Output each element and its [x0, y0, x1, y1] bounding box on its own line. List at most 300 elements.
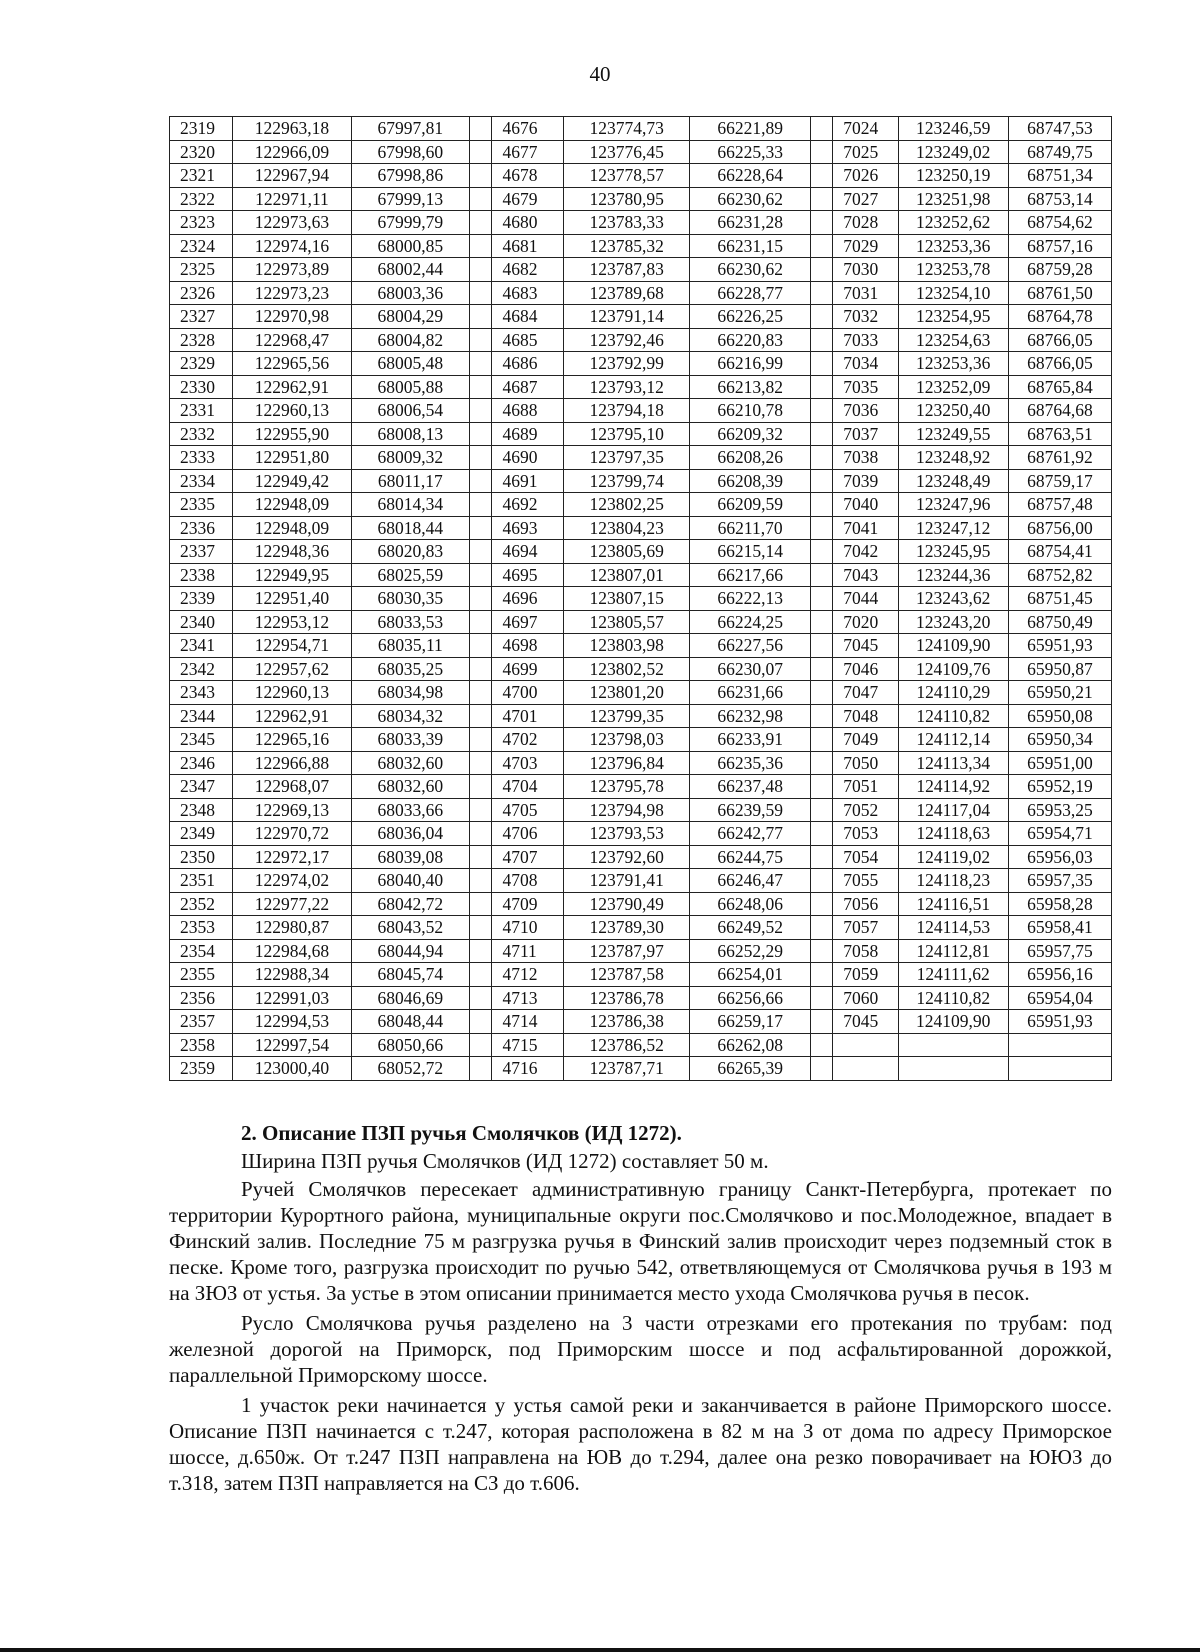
table-cell: 4685 — [492, 328, 563, 352]
table-row — [170, 234, 1112, 258]
table-cell: 123786,78 — [563, 986, 690, 1010]
table-cell: 7041 — [833, 516, 898, 540]
table-cell: 68032,60 — [351, 775, 469, 799]
table-cell: 66217,66 — [690, 563, 810, 587]
table-row — [170, 1010, 1112, 1034]
table-cell: 4697 — [492, 610, 563, 634]
spacer-cell — [470, 963, 492, 987]
table-cell: 2359 — [170, 1057, 233, 1081]
section-text — [169, 1120, 1112, 1500]
spacer-cell — [470, 1010, 492, 1034]
spacer-cell — [810, 1033, 832, 1057]
table-cell: 2323 — [170, 211, 233, 235]
spacer-cell — [470, 869, 492, 893]
spacer-cell — [810, 352, 832, 376]
spacer-cell — [810, 610, 832, 634]
table-cell: 122966,88 — [233, 751, 351, 775]
table-row — [170, 328, 1112, 352]
table-cell: 68752,82 — [1008, 563, 1111, 587]
table-cell: 2322 — [170, 187, 233, 211]
table-cell: 123787,58 — [563, 963, 690, 987]
table-cell: 68008,13 — [351, 422, 469, 446]
table-cell: 65950,87 — [1008, 657, 1111, 681]
table-cell: 122994,53 — [233, 1010, 351, 1034]
spacer-cell — [470, 845, 492, 869]
table-cell: 66230,62 — [690, 258, 810, 282]
table-cell: 123790,49 — [563, 892, 690, 916]
table-cell: 122951,80 — [233, 446, 351, 470]
table-cell: 123794,18 — [563, 399, 690, 423]
table-cell: 123798,03 — [563, 728, 690, 752]
spacer-cell — [810, 234, 832, 258]
table-cell: 2350 — [170, 845, 233, 869]
table-cell: 68002,44 — [351, 258, 469, 282]
table-cell: 68035,11 — [351, 634, 469, 658]
table-cell: 122970,72 — [233, 822, 351, 846]
table-row — [170, 1033, 1112, 1057]
table-cell: 66216,99 — [690, 352, 810, 376]
table-cell: 65950,21 — [1008, 681, 1111, 705]
table-cell: 68004,29 — [351, 305, 469, 329]
table-cell: 4684 — [492, 305, 563, 329]
table-cell: 123799,74 — [563, 469, 690, 493]
table-row — [170, 493, 1112, 517]
table-cell: 7029 — [833, 234, 898, 258]
table-cell: 4678 — [492, 164, 563, 188]
table-cell: 122954,71 — [233, 634, 351, 658]
table-cell: 65951,00 — [1008, 751, 1111, 775]
table-cell: 66209,32 — [690, 422, 810, 446]
spacer-cell — [810, 939, 832, 963]
table-cell: 7045 — [833, 634, 898, 658]
table-cell: 7032 — [833, 305, 898, 329]
spacer-cell — [810, 164, 832, 188]
spacer-cell — [810, 775, 832, 799]
table-cell: 7051 — [833, 775, 898, 799]
table-cell: 68025,59 — [351, 563, 469, 587]
table-cell: 4696 — [492, 587, 563, 611]
table-cell: 66265,39 — [690, 1057, 810, 1081]
spacer-cell — [470, 657, 492, 681]
table-cell: 123787,71 — [563, 1057, 690, 1081]
table-cell: 7020 — [833, 610, 898, 634]
table-row — [170, 869, 1112, 893]
table-row — [170, 822, 1112, 846]
table-cell: 68000,85 — [351, 234, 469, 258]
table-cell: 4692 — [492, 493, 563, 517]
table-cell: 7058 — [833, 939, 898, 963]
spacer-cell — [470, 634, 492, 658]
table-cell: 68005,48 — [351, 352, 469, 376]
table-cell: 122957,62 — [233, 657, 351, 681]
spacer-cell — [810, 328, 832, 352]
spacer-cell — [470, 540, 492, 564]
spacer-cell — [470, 751, 492, 775]
table-cell: 68035,25 — [351, 657, 469, 681]
table-cell: 66248,06 — [690, 892, 810, 916]
spacer-cell — [810, 751, 832, 775]
table-cell: 122963,18 — [233, 117, 351, 141]
table-cell: 124113,34 — [898, 751, 1008, 775]
spacer-cell — [810, 822, 832, 846]
table-cell: 122968,07 — [233, 775, 351, 799]
table-row — [170, 728, 1112, 752]
table-cell: 2336 — [170, 516, 233, 540]
table-cell: 123789,30 — [563, 916, 690, 940]
table-cell: 7026 — [833, 164, 898, 188]
table-cell: 122973,89 — [233, 258, 351, 282]
table-cell: 124112,14 — [898, 728, 1008, 752]
table-cell: 68020,83 — [351, 540, 469, 564]
spacer-cell — [810, 845, 832, 869]
table-cell: 68763,51 — [1008, 422, 1111, 446]
table-row — [170, 187, 1112, 211]
table-cell: 4713 — [492, 986, 563, 1010]
table-cell: 7047 — [833, 681, 898, 705]
table-cell: 123245,95 — [898, 540, 1008, 564]
table-cell: 65950,34 — [1008, 728, 1111, 752]
table-cell: 2356 — [170, 986, 233, 1010]
table-cell: 2354 — [170, 939, 233, 963]
table-cell: 7035 — [833, 375, 898, 399]
table-cell: 2355 — [170, 963, 233, 987]
table-cell: 123795,10 — [563, 422, 690, 446]
table-row — [170, 916, 1112, 940]
table-cell: 7025 — [833, 140, 898, 164]
table-cell: 124118,23 — [898, 869, 1008, 893]
spacer-cell — [470, 211, 492, 235]
table-cell — [1008, 1057, 1111, 1081]
table-cell: 7053 — [833, 822, 898, 846]
spacer-cell — [810, 375, 832, 399]
table-cell: 68006,54 — [351, 399, 469, 423]
table-cell: 4691 — [492, 469, 563, 493]
table-cell: 124109,90 — [898, 1010, 1008, 1034]
spacer-cell — [810, 422, 832, 446]
table-row — [170, 211, 1112, 235]
table-cell: 66231,66 — [690, 681, 810, 705]
table-cell: 68757,16 — [1008, 234, 1111, 258]
table-row — [170, 469, 1112, 493]
table-cell: 2357 — [170, 1010, 233, 1034]
table-cell: 4694 — [492, 540, 563, 564]
table-cell: 124109,90 — [898, 634, 1008, 658]
table-cell: 66242,77 — [690, 822, 810, 846]
spacer-cell — [810, 305, 832, 329]
table-cell: 68018,44 — [351, 516, 469, 540]
table-cell: 4711 — [492, 939, 563, 963]
table-cell — [1008, 1033, 1111, 1057]
table-cell: 66221,89 — [690, 117, 810, 141]
spacer-cell — [470, 892, 492, 916]
table-cell: 7056 — [833, 892, 898, 916]
table-cell: 123791,14 — [563, 305, 690, 329]
table-cell: 7036 — [833, 399, 898, 423]
table-cell: 67997,81 — [351, 117, 469, 141]
table-cell: 4715 — [492, 1033, 563, 1057]
table-cell: 68756,00 — [1008, 516, 1111, 540]
table-cell: 123253,36 — [898, 352, 1008, 376]
table-cell: 123785,32 — [563, 234, 690, 258]
table-cell: 2347 — [170, 775, 233, 799]
spacer-cell — [810, 187, 832, 211]
table-row — [170, 798, 1112, 822]
table-cell: 65953,25 — [1008, 798, 1111, 822]
spacer-cell — [810, 258, 832, 282]
table-cell: 2340 — [170, 610, 233, 634]
table-cell: 124116,51 — [898, 892, 1008, 916]
table-cell: 66226,25 — [690, 305, 810, 329]
table-cell: 122951,40 — [233, 587, 351, 611]
table-cell: 66244,75 — [690, 845, 810, 869]
spacer-cell — [810, 211, 832, 235]
table-cell: 123252,62 — [898, 211, 1008, 235]
spacer-cell — [470, 986, 492, 1010]
spacer-cell — [810, 281, 832, 305]
table-cell: 122966,09 — [233, 140, 351, 164]
table-cell: 7043 — [833, 563, 898, 587]
table-cell: 122965,56 — [233, 352, 351, 376]
table-cell: 68754,41 — [1008, 540, 1111, 564]
spacer-cell — [470, 1033, 492, 1057]
table-cell: 67998,60 — [351, 140, 469, 164]
spacer-cell — [470, 704, 492, 728]
table-cell: 65950,08 — [1008, 704, 1111, 728]
table-cell: 122974,02 — [233, 869, 351, 893]
spacer-cell — [470, 446, 492, 470]
table-cell: 7031 — [833, 281, 898, 305]
table-cell: 68052,72 — [351, 1057, 469, 1081]
table-cell: 123250,40 — [898, 399, 1008, 423]
table-cell: 2324 — [170, 234, 233, 258]
table-cell: 68046,69 — [351, 986, 469, 1010]
table-cell: 123776,45 — [563, 140, 690, 164]
table-cell: 66224,25 — [690, 610, 810, 634]
table-cell: 123787,97 — [563, 939, 690, 963]
spacer-cell — [470, 775, 492, 799]
table-cell: 66208,39 — [690, 469, 810, 493]
table-cell: 122973,23 — [233, 281, 351, 305]
table-cell: 124111,62 — [898, 963, 1008, 987]
table-row — [170, 305, 1112, 329]
table-cell: 4688 — [492, 399, 563, 423]
table-cell: 66211,70 — [690, 516, 810, 540]
table-cell: 7024 — [833, 117, 898, 141]
table-cell: 2326 — [170, 281, 233, 305]
table-cell: 122967,94 — [233, 164, 351, 188]
table-cell: 66237,48 — [690, 775, 810, 799]
table-cell: 123246,59 — [898, 117, 1008, 141]
spacer-cell — [810, 117, 832, 141]
table-cell: 66208,26 — [690, 446, 810, 470]
table-row — [170, 422, 1112, 446]
table-cell: 4710 — [492, 916, 563, 940]
table-cell: 122962,91 — [233, 375, 351, 399]
table-cell: 66230,62 — [690, 187, 810, 211]
table-cell: 2332 — [170, 422, 233, 446]
table-cell: 68034,98 — [351, 681, 469, 705]
table-cell: 123807,01 — [563, 563, 690, 587]
table-cell: 2329 — [170, 352, 233, 376]
table-cell: 4690 — [492, 446, 563, 470]
spacer-cell — [810, 916, 832, 940]
table-cell: 66230,07 — [690, 657, 810, 681]
table-cell: 124117,04 — [898, 798, 1008, 822]
table-cell: 7040 — [833, 493, 898, 517]
spacer-cell — [470, 798, 492, 822]
table-cell: 122977,22 — [233, 892, 351, 916]
page-number: 40 — [589, 62, 611, 86]
table-cell: 66256,66 — [690, 986, 810, 1010]
table-cell: 122973,63 — [233, 211, 351, 235]
table-cell: 68750,49 — [1008, 610, 1111, 634]
table-cell: 2341 — [170, 634, 233, 658]
table-cell: 4681 — [492, 234, 563, 258]
table-row — [170, 352, 1112, 376]
table-cell: 4712 — [492, 963, 563, 987]
table-cell: 66246,47 — [690, 869, 810, 893]
spacer-cell — [810, 587, 832, 611]
spacer-cell — [810, 634, 832, 658]
width-statement: Ширина ПЗП ручья Смолячков (ИД 1272) составляет 50 м. — [241, 1149, 769, 1173]
table-cell: 4695 — [492, 563, 563, 587]
table-cell: 65954,71 — [1008, 822, 1111, 846]
table-cell: 123791,41 — [563, 869, 690, 893]
table-cell: 65952,19 — [1008, 775, 1111, 799]
table-cell: 123254,95 — [898, 305, 1008, 329]
table-cell: 65956,03 — [1008, 845, 1111, 869]
table-cell: 2333 — [170, 446, 233, 470]
table-cell: 68033,66 — [351, 798, 469, 822]
table-cell: 2338 — [170, 563, 233, 587]
table-cell: 7055 — [833, 869, 898, 893]
table-cell: 4701 — [492, 704, 563, 728]
table-cell: 68747,53 — [1008, 117, 1111, 141]
table-cell: 67999,13 — [351, 187, 469, 211]
table-cell: 65954,04 — [1008, 986, 1111, 1010]
table-cell: 123252,09 — [898, 375, 1008, 399]
table-cell: 65956,16 — [1008, 963, 1111, 987]
table-row — [170, 986, 1112, 1010]
spacer-cell — [470, 117, 492, 141]
table-cell: 123792,99 — [563, 352, 690, 376]
table-cell: 2331 — [170, 399, 233, 423]
spacer-cell — [470, 587, 492, 611]
table-cell: 68033,39 — [351, 728, 469, 752]
table-row — [170, 587, 1112, 611]
spacer-cell — [470, 822, 492, 846]
table-cell: 123807,15 — [563, 587, 690, 611]
table-cell: 123793,12 — [563, 375, 690, 399]
spacer-cell — [810, 469, 832, 493]
spacer-cell — [470, 352, 492, 376]
coordinates-table — [169, 116, 1112, 1081]
table-cell: 7046 — [833, 657, 898, 681]
table-cell: 68766,05 — [1008, 352, 1111, 376]
spacer-cell — [810, 963, 832, 987]
table-cell: 68003,36 — [351, 281, 469, 305]
table-cell: 7039 — [833, 469, 898, 493]
table-cell: 4680 — [492, 211, 563, 235]
table-cell: 4687 — [492, 375, 563, 399]
table-cell: 123251,98 — [898, 187, 1008, 211]
table-cell: 68765,84 — [1008, 375, 1111, 399]
table-cell: 7044 — [833, 587, 898, 611]
table-row — [170, 939, 1112, 963]
paragraph-2: Русло Смолячкова ручья разделено на 3 части отрезками его протекания по трубам: под железной дорогой на Приморск, под Приморским шоссе и под асфальтированной дорожкой, параллельной Приморскому шоссе. — [169, 1311, 1112, 1387]
spacer-cell — [810, 446, 832, 470]
table-cell: 7037 — [833, 422, 898, 446]
table-cell: 124110,82 — [898, 704, 1008, 728]
spacer-cell — [810, 1057, 832, 1081]
table-cell: 68039,08 — [351, 845, 469, 869]
table-cell: 68032,60 — [351, 751, 469, 775]
table-cell: 123243,62 — [898, 587, 1008, 611]
table-cell: 123801,20 — [563, 681, 690, 705]
table-cell: 7033 — [833, 328, 898, 352]
table-cell: 7060 — [833, 986, 898, 1010]
table-cell: 123797,35 — [563, 446, 690, 470]
table-cell: 65951,93 — [1008, 1010, 1111, 1034]
table-cell: 7045 — [833, 1010, 898, 1034]
table-cell: 123802,25 — [563, 493, 690, 517]
table-cell: 68766,05 — [1008, 328, 1111, 352]
table-cell — [833, 1057, 898, 1081]
spacer-cell — [810, 540, 832, 564]
table-cell: 123792,60 — [563, 845, 690, 869]
table-cell: 68759,28 — [1008, 258, 1111, 282]
spacer-cell — [470, 258, 492, 282]
table-cell: 66262,08 — [690, 1033, 810, 1057]
table-cell: 122960,13 — [233, 681, 351, 705]
spacer-cell — [470, 140, 492, 164]
spacer-cell — [470, 610, 492, 634]
table-cell: 7048 — [833, 704, 898, 728]
table-cell: 123247,96 — [898, 493, 1008, 517]
table-cell: 68045,74 — [351, 963, 469, 987]
table-cell: 7028 — [833, 211, 898, 235]
table-cell: 68040,40 — [351, 869, 469, 893]
table-row — [170, 657, 1112, 681]
spacer-cell — [810, 140, 832, 164]
spacer-cell — [470, 281, 492, 305]
section-heading: 2. Описание ПЗП ручья Смолячков (ИД 1272). — [241, 1121, 682, 1145]
table-cell: 2335 — [170, 493, 233, 517]
table-row — [170, 164, 1112, 188]
table-cell: 123789,68 — [563, 281, 690, 305]
table-cell: 4689 — [492, 422, 563, 446]
spacer-cell — [810, 892, 832, 916]
table-cell: 123787,83 — [563, 258, 690, 282]
table-cell: 2342 — [170, 657, 233, 681]
spacer-cell — [810, 986, 832, 1010]
table-cell: 68764,78 — [1008, 305, 1111, 329]
table-cell: 7030 — [833, 258, 898, 282]
table-cell: 123249,02 — [898, 140, 1008, 164]
table-cell: 123248,49 — [898, 469, 1008, 493]
table-cell: 124114,53 — [898, 916, 1008, 940]
table-cell: 7034 — [833, 352, 898, 376]
table-cell: 122955,90 — [233, 422, 351, 446]
spacer-cell — [470, 493, 492, 517]
table-cell: 123780,95 — [563, 187, 690, 211]
table-cell: 7027 — [833, 187, 898, 211]
table-cell: 4706 — [492, 822, 563, 846]
table-cell: 68004,82 — [351, 328, 469, 352]
table-cell: 68042,72 — [351, 892, 469, 916]
spacer-cell — [470, 516, 492, 540]
table-cell: 123786,38 — [563, 1010, 690, 1034]
